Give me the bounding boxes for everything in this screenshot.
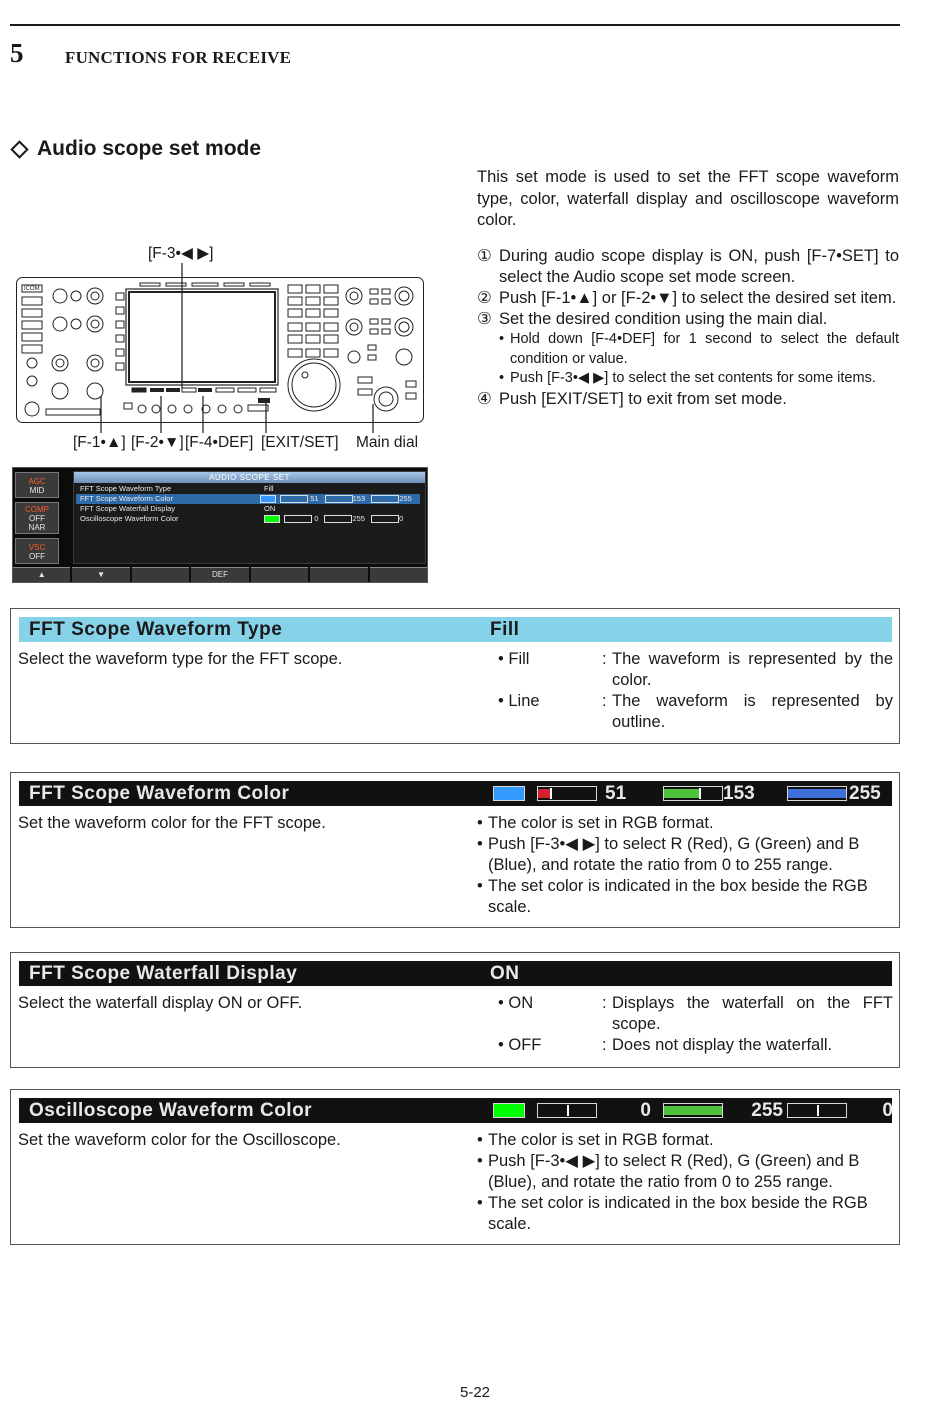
option-text: The waveform is represented by the color. [612, 650, 893, 689]
item-header-bar [19, 961, 892, 986]
item-description: Select the waveform type for the FFT scope. [18, 650, 343, 668]
bullet-item: • The set color is indicated in the box beside the RGB scale. [477, 876, 893, 918]
substep-1: • Hold down [F-4•DEF] for 1 second to select the default condition or value. [477, 330, 899, 369]
bullet-item: • The color is set in RGB format. [477, 813, 893, 834]
side-key-vsc[interactable] [15, 538, 59, 564]
color-swatch [260, 495, 276, 503]
item-name: FFT Scope Waterfall Display [29, 963, 298, 984]
row-rgb-value [264, 514, 403, 524]
red-slider [284, 515, 312, 523]
bullet-item: • Push [F-3•◀ ▶] to select R (Red), G (Green) and B (Blue), and rotate the ratio from 0 to 255 range. [477, 834, 893, 876]
red-value: 0 [314, 514, 319, 523]
option-key: • Line [498, 691, 602, 733]
blue-value: 0 [882, 1100, 893, 1121]
substep-2: • Push [F-3•◀ ▶] to select the set contents for some items. [477, 369, 899, 389]
chapter-title: FUNCTIONS FOR RECEIVE [65, 48, 292, 67]
callout-f1: [F-1•▲] [73, 434, 126, 451]
transceiver-front-panel-drawing [16, 277, 424, 423]
red-slider [280, 495, 308, 503]
substep-text: Hold down [F-4•DEF] for 1 second to select the default condition or value. [510, 331, 899, 367]
step-number: ① [477, 247, 492, 265]
blue-value: 0 [399, 514, 404, 523]
bullet-text: The set color is indicated in the box beside the RGB scale. [488, 877, 868, 916]
item-name: Oscilloscope Waveform Color [29, 1100, 313, 1121]
fkey-f3[interactable] [132, 567, 189, 582]
bullet-item: • The color is set in RGB format. [477, 1130, 893, 1151]
bullet-text: The color is set in RGB format. [488, 814, 714, 832]
side-key-label: COMP [25, 505, 49, 514]
blue-slider [371, 495, 399, 503]
red-value: 0 [640, 1100, 651, 1121]
option-key: • Fill [498, 649, 602, 691]
item-fft-waveform-type [10, 608, 900, 744]
color-swatch [493, 1103, 525, 1118]
fkey-f6[interactable] [310, 567, 367, 582]
item-header-bar [19, 1098, 892, 1123]
green-value: 153 [352, 494, 366, 503]
item-name: FFT Scope Waveform Type [29, 619, 283, 640]
function-key-row [13, 567, 427, 582]
row-label: FFT Scope Waterfall Display [80, 504, 176, 513]
blue-slider [787, 1103, 847, 1118]
fkey-f7[interactable] [370, 567, 427, 582]
page-number: 5-22 [459, 1384, 491, 1401]
item-value: Fill [490, 619, 520, 640]
step-text: Set the desired condition using the main dial. [499, 310, 828, 328]
option-row: • OFF : Does not display the waterfall. [498, 1035, 893, 1056]
bullet-item: • The set color is indicated in the box beside the RGB scale. [477, 1193, 893, 1235]
side-key-label: VSC [28, 543, 46, 552]
row-label: Oscilloscope Waveform Color [80, 514, 179, 523]
callout-exit-set: [EXIT/SET] [261, 434, 339, 451]
bullet-text: Push [F-3•◀ ▶] to select R (Red), G (Green) and B (Blue), and rotate the ratio from 0 to 255 range. [488, 1152, 860, 1191]
blue-slider [787, 786, 847, 801]
green-slider [325, 495, 353, 503]
option-row: • ON : Displays the waterfall on the FFT scope. [498, 993, 893, 1035]
option-key: • ON [498, 993, 602, 1035]
item-header-bar [19, 617, 892, 642]
side-key-value: MID [29, 486, 45, 495]
screen-row-waterfall[interactable] [80, 504, 276, 514]
side-key-comp[interactable] [15, 502, 59, 534]
item-value: ON [490, 963, 520, 984]
color-swatch [493, 786, 525, 801]
bullet-text: The color is set in RGB format. [488, 1131, 714, 1149]
red-slider [537, 786, 597, 801]
blue-slider [371, 515, 399, 523]
item-header-bar [19, 781, 892, 806]
chapter-number: 5 [10, 38, 24, 68]
callout-f2: [F-2•▼] [131, 434, 184, 451]
side-key-value: NAR [28, 523, 46, 532]
item-bullets [477, 813, 893, 918]
screen-row-waveform-type[interactable] [80, 484, 274, 494]
side-key-label: AGC [28, 477, 46, 486]
option-text: Displays the waterfall on the FFT scope. [612, 994, 893, 1033]
item-description: Select the waterfall display ON or OFF. [18, 994, 303, 1012]
option-key: • OFF [498, 1035, 602, 1056]
bullet-item: • Push [F-3•◀ ▶] to select R (Red), G (Green) and B (Blue), and rotate the ratio from 0 to 255 range. [477, 1151, 893, 1193]
item-name: FFT Scope Waveform Color [29, 783, 290, 804]
option-row: • Line : The waveform is represented by outline. [498, 691, 893, 733]
step-text: Push [EXIT/SET] to exit from set mode. [499, 389, 787, 408]
callout-f3: [F-3•◀ ▶] [148, 245, 214, 262]
audio-scope-set-screen [12, 467, 428, 583]
green-slider [324, 515, 352, 523]
screen-row-waveform-color[interactable] [76, 494, 420, 504]
item-fft-waterfall-display [10, 952, 900, 1068]
item-description: Set the waveform color for the FFT scope. [18, 814, 326, 832]
blue-value: 255 [399, 494, 412, 503]
step-number: ④ [477, 389, 492, 408]
green-slider [663, 786, 723, 801]
side-key-agc[interactable] [15, 472, 59, 498]
green-value: 153 [723, 783, 755, 804]
red-slider [537, 1103, 597, 1118]
fkey-f1[interactable]: ▲ [13, 567, 70, 582]
step-number: ② [477, 289, 492, 307]
side-key-value: OFF [29, 552, 45, 561]
step-number: ③ [477, 310, 492, 328]
item-bullets [477, 1130, 893, 1235]
option-text: The waveform is represented by outline. [612, 692, 893, 731]
rgb-scale [493, 1098, 892, 1123]
option-row: • Fill : The waveform is represented by the color. [498, 649, 893, 691]
item-osc-waveform-color [10, 1089, 900, 1245]
item-options [498, 649, 893, 733]
callout-f4: [F-4•DEF] [185, 434, 254, 451]
green-value: 255 [751, 1100, 783, 1121]
substep-text: Push [F-3•◀ ▶] to select the set contents for some items. [510, 370, 876, 386]
item-description: Set the waveform color for the Oscilloscope. [18, 1131, 341, 1149]
bullet-text: The set color is indicated in the box beside the RGB scale. [488, 1194, 868, 1233]
red-value: 51 [310, 494, 319, 503]
section-title: Audio scope set mode [37, 137, 262, 160]
green-value: 255 [352, 514, 365, 523]
green-slider [663, 1103, 723, 1118]
screen-title: AUDIO SCOPE SET [74, 472, 425, 483]
blue-value: 255 [849, 783, 881, 804]
option-text: Does not display the waterfall. [612, 1036, 833, 1054]
intro-paragraph: This set mode is used to set the FFT scope waveform type, color, waterfall display and oscilloscope waveform color. [477, 168, 899, 229]
screen-row-osc-color[interactable] [80, 514, 404, 524]
side-key-value: OFF [29, 514, 45, 523]
set-mode-list [73, 471, 426, 564]
color-swatch [264, 515, 280, 523]
brand-logo: ICOM [24, 286, 40, 292]
step-text: During audio scope display is ON, push [F-7•SET] to select the Audio scope set mode screen. [499, 247, 899, 286]
row-value: Fill [264, 484, 274, 493]
rgb-scale [493, 781, 892, 806]
red-value: 51 [605, 783, 627, 804]
callout-main-dial: Main dial [356, 434, 419, 451]
bullet-text: Push [F-3•◀ ▶] to select R (Red), G (Green) and B (Blue), and rotate the ratio from 0 to 255 range. [488, 835, 860, 874]
row-label: FFT Scope Waveform Color [80, 494, 173, 503]
item-options [498, 993, 893, 1056]
row-label: FFT Scope Waveform Type [80, 484, 172, 493]
item-fft-waveform-color [10, 772, 900, 928]
row-rgb-value [260, 494, 412, 504]
row-value: ON [264, 504, 276, 513]
fkey-f4[interactable]: DEF [191, 567, 248, 582]
fkey-f5[interactable] [251, 567, 308, 582]
fkey-f2[interactable]: ▼ [72, 567, 129, 582]
step-text: Push [F-1•▲] or [F-2•▼] to select the desired set item. [499, 289, 897, 307]
